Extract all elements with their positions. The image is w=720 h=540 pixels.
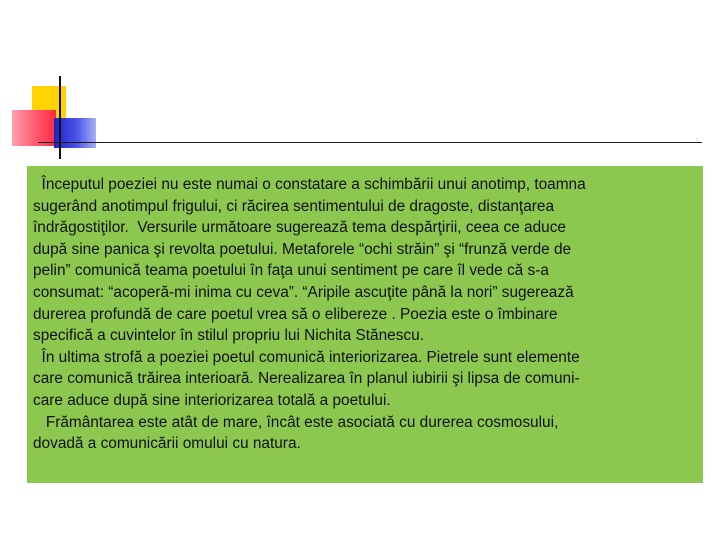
text-line: durerea profundă de care poetul vrea să o elibereze . Poezia este o îmbinare	[33, 305, 558, 323]
text-line: În ultima strofă a poeziei poetul comunică interiorizarea. Pietrele sunt elemente	[33, 348, 580, 366]
text-line: sugerând anotimpul frigului, ci răcirea sentimentului de dragoste, distanţarea	[33, 197, 555, 215]
decorative-red-square	[12, 110, 56, 146]
text-line: pelin” comunică teama poetului în faţa unui sentiment pe care îl vede că s-a	[33, 262, 549, 280]
text-line: care comunică trăirea interioară. Nerealizarea în planul iubirii şi lipsa de comuni-	[33, 370, 580, 388]
text-line: Frământarea este atât de mare, încât este asociată cu durerea cosmosului,	[33, 413, 559, 431]
text-line: după sine panica şi revolta poetului. Metaforele “ochi străin” şi “frunză verde de	[33, 240, 572, 258]
text-line: care aduce după sine interiorizarea totală a poetului.	[33, 391, 391, 409]
title-divider-line	[38, 142, 702, 143]
decorative-vertical-rule	[59, 76, 61, 159]
text-line: dovadă a comunicării omului cu natura.	[33, 435, 301, 453]
text-line: specifică a cuvintelor în stilul propriu lui Nichita Stănescu.	[33, 327, 424, 345]
text-line: Începutul poeziei nu este numai o constatare a schimbării unui anotimp, toamna	[33, 176, 586, 193]
body-text	[33, 174, 693, 455]
text-line: îndrăgostiţilor. Versurile următoare sugerează tema despărţirii, ceea ce aduce	[33, 219, 566, 237]
text-line: consumat: “acoperă-mi inima cu ceva”. “Aripile ascuţite până la nori” sugerează	[33, 283, 574, 301]
